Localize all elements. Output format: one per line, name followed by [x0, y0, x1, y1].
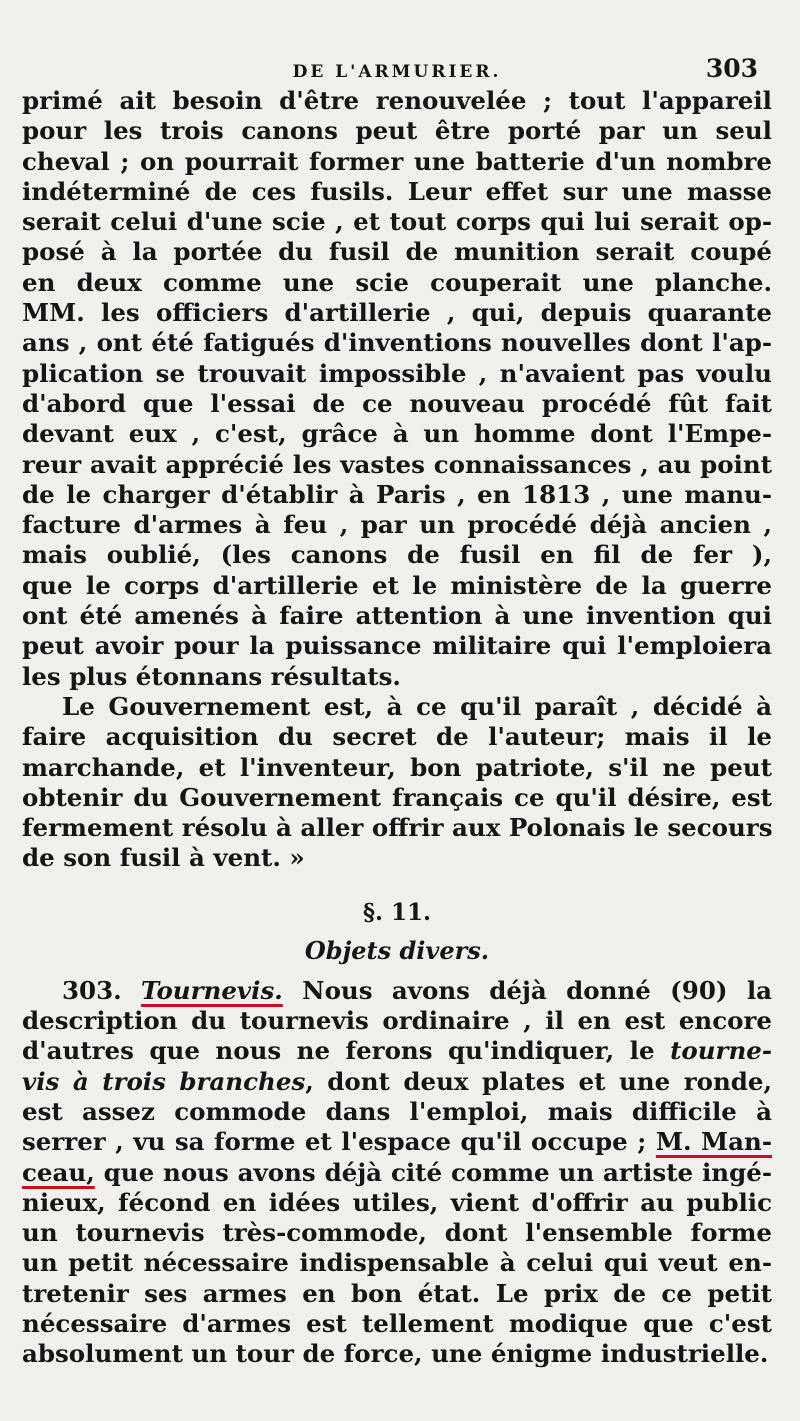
text-segment: que nous avons déjà cité comme un artiste ingé-	[103, 1157, 773, 1187]
text-line: que le corps d'artillerie et le ministère de la guerre	[22, 570, 772, 600]
text-line: un petit nécessaire indispensable à celui qui veut en-	[22, 1248, 772, 1278]
section-title: Objets divers.	[304, 935, 490, 965]
text-line	[22, 1036, 772, 1066]
text-line	[22, 1067, 772, 1097]
text-segment: serrer , vu sa forme et l'espace qu'il occupe ;	[22, 1127, 647, 1157]
underlined-name-manceau-cont: ceau,	[22, 1157, 95, 1187]
article-number: 303.	[62, 975, 122, 1005]
text-line: un tournevis très-commode, dont l'ensemble forme	[22, 1218, 772, 1248]
text-line: devant eux , c'est, grâce à un homme dont l'Empe-	[22, 419, 772, 449]
text-line: plication se trouvait impossible , n'avaient pas voulu	[22, 358, 772, 388]
text-line: facture d'armes à feu , par un procédé déjà ancien ,	[22, 510, 772, 540]
page-number: 303	[705, 54, 758, 83]
text-line: description du tournevis ordinaire , il en est encore	[22, 1006, 772, 1036]
text-line: d'abord que l'essai de ce nouveau procédé fût fait	[22, 388, 772, 418]
text-line: cheval ; on pourrait former une batterie d'un nombre	[22, 146, 772, 176]
text-line: absolument un tour de force, une énigme industrielle.	[22, 1339, 769, 1369]
text-line: Le Gouvernement est, à ce qu'il paraît , décidé à	[62, 691, 772, 721]
italic-term: vis à trois branches	[22, 1066, 306, 1096]
text-line: ont été amenés à faire attention à une invention qui	[22, 601, 772, 631]
text-line: tretenir ses armes en bon état. Le prix de ce petit	[22, 1278, 772, 1308]
text-line	[22, 1127, 772, 1157]
italic-term: tourne-	[670, 1036, 773, 1066]
text-line: fermement résolu à aller offrir aux Polonais le secours	[22, 813, 773, 843]
text-line: posé à la portée du fusil de munition serait coupé	[22, 237, 772, 267]
section-number: §. 11.	[362, 898, 432, 926]
text-line: les plus étonnans résultats.	[22, 661, 401, 691]
text-line: est assez commode dans l'emploi, mais difficile à	[22, 1096, 772, 1126]
text-segment: Nous avons déjà donné (90) la	[302, 975, 773, 1005]
text-line: MM. les officiers d'artillerie , qui, depuis quarante	[22, 298, 772, 328]
text-line: reur avait apprécié les vastes connaissances , au point	[22, 449, 772, 479]
underlined-term-tournevis: Tournevis.	[141, 975, 283, 1005]
text-line: nieux, fécond en idées utiles, vient d'offrir au public	[22, 1187, 772, 1217]
text-line: nécessaire d'armes est tellement modique que c'est	[22, 1308, 772, 1338]
text-line: primé ait besoin d'être renouvelée ; tout l'appareil	[22, 86, 772, 115]
paragraph-2	[22, 692, 772, 874]
text-line: pour les trois canons peut être porté par un seul	[22, 116, 772, 146]
text-line: de le charger d'établir à Paris , en 1813 , une manu-	[22, 479, 772, 509]
running-header	[22, 54, 772, 84]
underlined-name-manceau: M. Man-	[655, 1127, 773, 1157]
text-line: serait celui d'une scie , et tout corps qui lui serait op-	[22, 207, 772, 237]
text-line: ans , ont été fatigués d'inventions nouvelles dont l'ap-	[22, 328, 772, 358]
text-line: de son fusil à vent. »	[22, 843, 305, 873]
running-title: DE L'ARMURIER.	[292, 62, 502, 82]
text-line: mais oublié, (les canons de fusil en fil de fer ),	[22, 540, 772, 570]
text-line: obtenir du Gouvernement français ce qu'il désire, est	[22, 782, 772, 812]
text-segment: , dont deux plates et une ronde,	[305, 1066, 772, 1096]
text-line: indéterminé de ces fusils. Leur effet sur une masse	[22, 176, 772, 206]
text-line	[22, 976, 772, 1006]
text-line: peut avoir pour la puissance militaire qui l'emploiera	[22, 631, 772, 661]
text-line: marchande, et l'inventeur, bon patriote, s'il ne peut	[22, 752, 772, 782]
text-line	[22, 1158, 772, 1188]
paragraph-3	[22, 976, 772, 1370]
paragraph-1	[22, 86, 772, 692]
text-line: en deux comme une scie couperait une planche.	[22, 267, 772, 297]
text-line: faire acquisition du secret de l'auteur; mais il le	[22, 722, 772, 752]
text-segment: d'autres que nous ne ferons qu'indiquer, le	[22, 1036, 655, 1066]
